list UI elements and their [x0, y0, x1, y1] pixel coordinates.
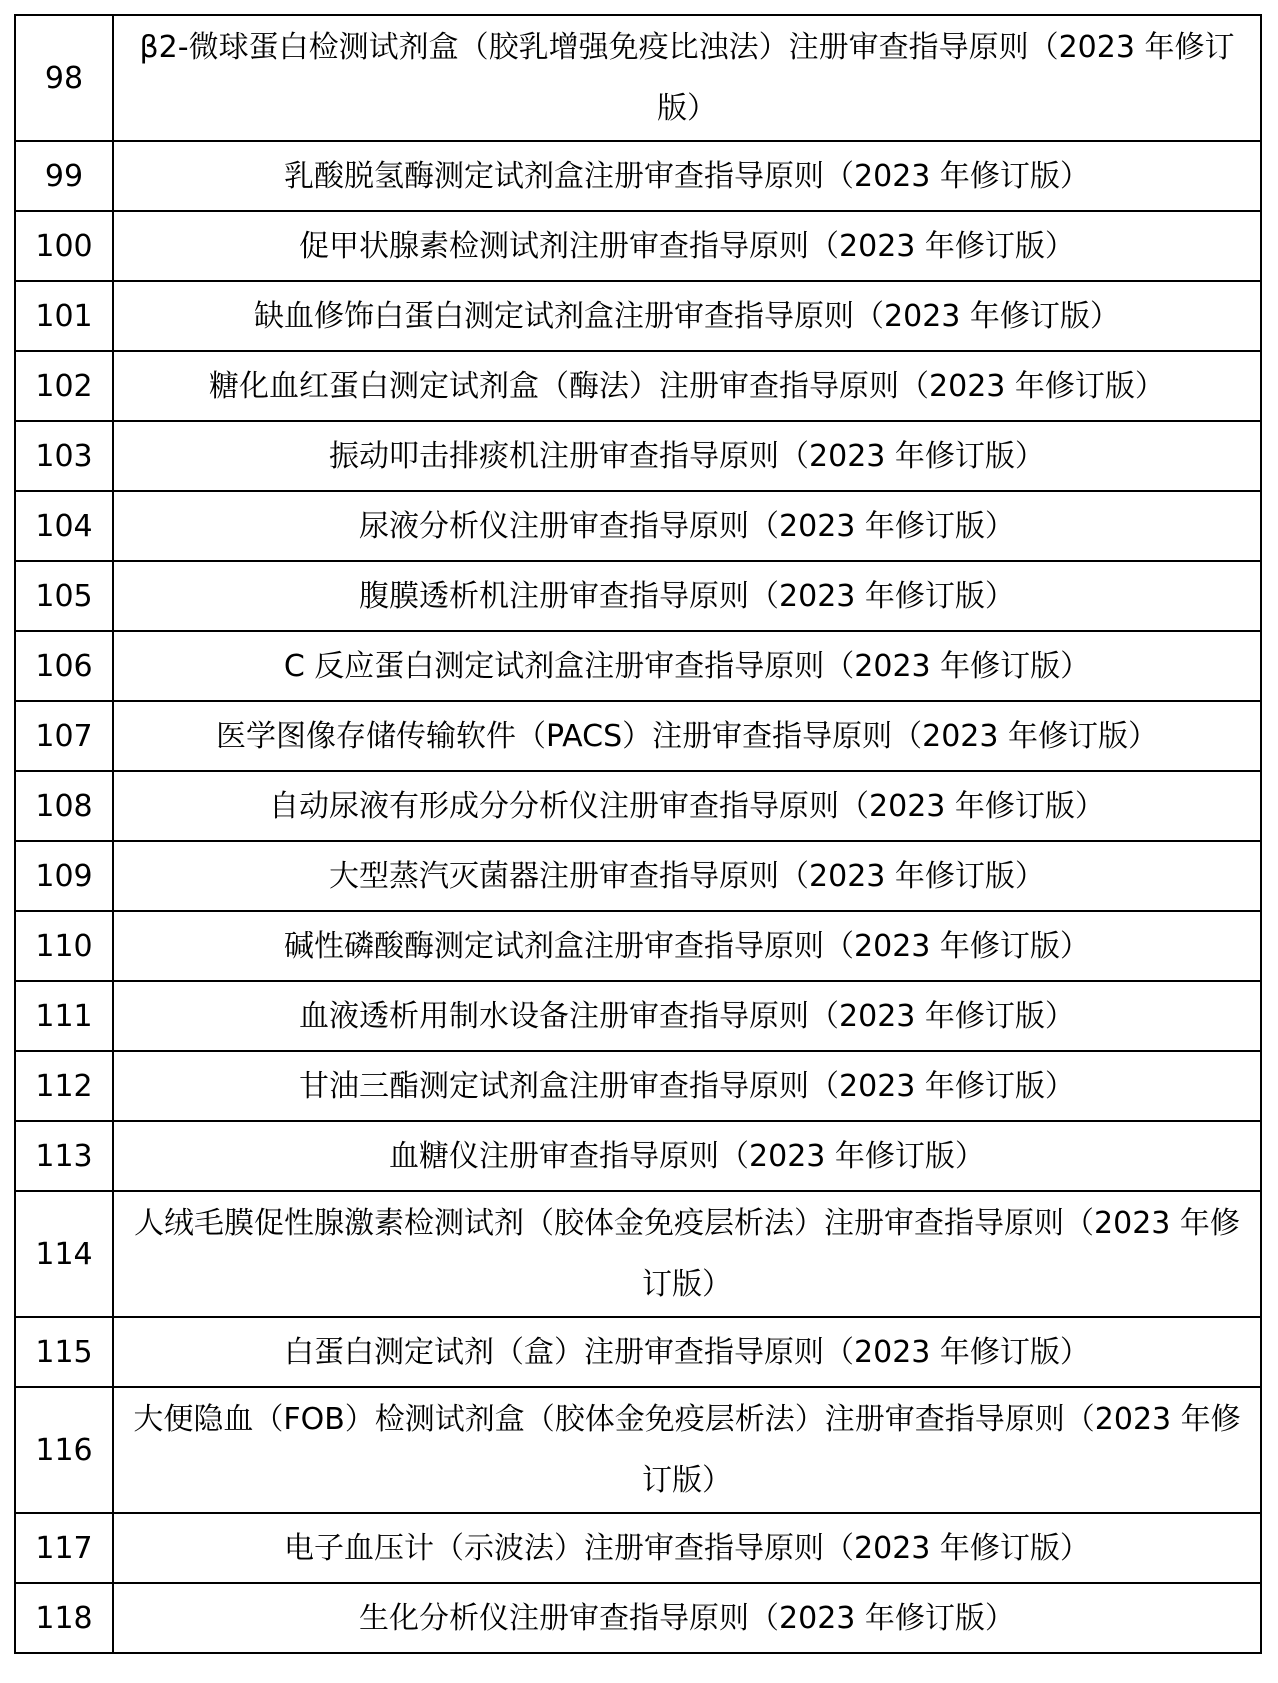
guideline-title: β2-微球蛋白检测试剂盒（胶乳增强免疫比浊法）注册审查指导原则（2023 年修订版） — [139, 30, 1235, 126]
table-row — [15, 1191, 1261, 1317]
table-row — [15, 1387, 1261, 1513]
guideline-title-cell — [113, 351, 1261, 421]
table-row — [15, 1583, 1261, 1653]
guideline-title: 大型蒸汽灭菌器注册审查指导原则（2023 年修订版） — [329, 858, 1045, 894]
table-row — [15, 281, 1261, 351]
guidelines-table — [14, 14, 1262, 1654]
table-row — [15, 1317, 1261, 1387]
guideline-title: 缺血修饰白蛋白测定试剂盒注册审查指导原则（2023 年修订版） — [254, 298, 1120, 334]
table-row — [15, 631, 1261, 701]
row-number: 112 — [15, 1051, 113, 1121]
guideline-title-cell — [113, 421, 1261, 491]
guideline-title: 尿液分析仪注册审查指导原则（2023 年修订版） — [359, 508, 1015, 544]
guideline-title: 电子血压计（示波法）注册审查指导原则（2023 年修订版） — [284, 1530, 1090, 1566]
guideline-title: 促甲状腺素检测试剂注册审查指导原则（2023 年修订版） — [299, 228, 1075, 264]
guideline-title-cell — [113, 1121, 1261, 1191]
table-row — [15, 1051, 1261, 1121]
table-row — [15, 421, 1261, 491]
document-page — [14, 14, 1262, 1654]
guideline-title: 腹膜透析机注册审查指导原则（2023 年修订版） — [359, 578, 1015, 614]
guideline-title-cell — [113, 15, 1261, 141]
guideline-title-cell — [113, 1387, 1261, 1513]
guideline-title-cell — [113, 631, 1261, 701]
row-number: 107 — [15, 701, 113, 771]
table-row — [15, 1121, 1261, 1191]
guideline-title: 人绒毛膜促性腺激素检测试剂（胶体金免疫层析法）注册审查指导原则（2023 年修订版） — [134, 1206, 1240, 1302]
table-row — [15, 491, 1261, 561]
row-number: 118 — [15, 1583, 113, 1653]
guideline-title-cell — [113, 841, 1261, 911]
table-row — [15, 561, 1261, 631]
row-number: 117 — [15, 1513, 113, 1583]
guideline-title: 自动尿液有形成分分析仪注册审查指导原则（2023 年修订版） — [269, 788, 1105, 824]
guideline-title-cell — [113, 1191, 1261, 1317]
row-number: 104 — [15, 491, 113, 561]
row-number: 101 — [15, 281, 113, 351]
row-number: 102 — [15, 351, 113, 421]
table-row — [15, 211, 1261, 281]
guideline-title-cell — [113, 1051, 1261, 1121]
guideline-title: 生化分析仪注册审查指导原则（2023 年修订版） — [359, 1600, 1015, 1636]
guideline-title-cell — [113, 1317, 1261, 1387]
guideline-title: 大便隐血（FOB）检测试剂盒（胶体金免疫层析法）注册审查指导原则（2023 年修订版） — [133, 1402, 1241, 1498]
row-number: 105 — [15, 561, 113, 631]
guideline-title: 碱性磷酸酶测定试剂盒注册审查指导原则（2023 年修订版） — [284, 928, 1090, 964]
row-number: 109 — [15, 841, 113, 911]
table-row — [15, 701, 1261, 771]
guideline-title: 乳酸脱氢酶测定试剂盒注册审查指导原则（2023 年修订版） — [284, 158, 1090, 194]
row-number: 114 — [15, 1191, 113, 1317]
guideline-title-cell — [113, 281, 1261, 351]
guideline-title-cell — [113, 771, 1261, 841]
table-row — [15, 15, 1261, 141]
guideline-title-cell — [113, 491, 1261, 561]
guideline-title: 血液透析用制水设备注册审查指导原则（2023 年修订版） — [299, 998, 1075, 1034]
table-row — [15, 841, 1261, 911]
table-row — [15, 141, 1261, 211]
guideline-title: 甘油三酯测定试剂盒注册审查指导原则（2023 年修订版） — [299, 1068, 1075, 1104]
row-number: 116 — [15, 1387, 113, 1513]
row-number: 115 — [15, 1317, 113, 1387]
row-number: 103 — [15, 421, 113, 491]
row-number: 100 — [15, 211, 113, 281]
row-number: 106 — [15, 631, 113, 701]
table-row — [15, 771, 1261, 841]
guideline-title: 糖化血红蛋白测定试剂盒（酶法）注册审查指导原则（2023 年修订版） — [209, 368, 1165, 404]
guideline-title: C 反应蛋白测定试剂盒注册审查指导原则（2023 年修订版） — [283, 648, 1091, 684]
guideline-title: 血糖仪注册审查指导原则（2023 年修订版） — [389, 1138, 985, 1174]
guideline-title: 白蛋白测定试剂（盒）注册审查指导原则（2023 年修订版） — [284, 1334, 1090, 1370]
row-number: 111 — [15, 981, 113, 1051]
guideline-title-cell — [113, 701, 1261, 771]
guideline-title-cell — [113, 141, 1261, 211]
row-number: 110 — [15, 911, 113, 981]
table-row — [15, 911, 1261, 981]
guideline-title-cell — [113, 981, 1261, 1051]
row-number: 99 — [15, 141, 113, 211]
guideline-title-cell — [113, 911, 1261, 981]
guideline-title: 医学图像存储传输软件（PACS）注册审查指导原则（2023 年修订版） — [215, 718, 1159, 754]
row-number: 113 — [15, 1121, 113, 1191]
guideline-title: 振动叩击排痰机注册审查指导原则（2023 年修订版） — [329, 438, 1045, 474]
row-number: 108 — [15, 771, 113, 841]
guideline-title-cell — [113, 561, 1261, 631]
table-row — [15, 981, 1261, 1051]
guideline-title-cell — [113, 1583, 1261, 1653]
table-row — [15, 351, 1261, 421]
guideline-title-cell — [113, 1513, 1261, 1583]
guideline-title-cell — [113, 211, 1261, 281]
table-row — [15, 1513, 1261, 1583]
row-number: 98 — [15, 15, 113, 141]
